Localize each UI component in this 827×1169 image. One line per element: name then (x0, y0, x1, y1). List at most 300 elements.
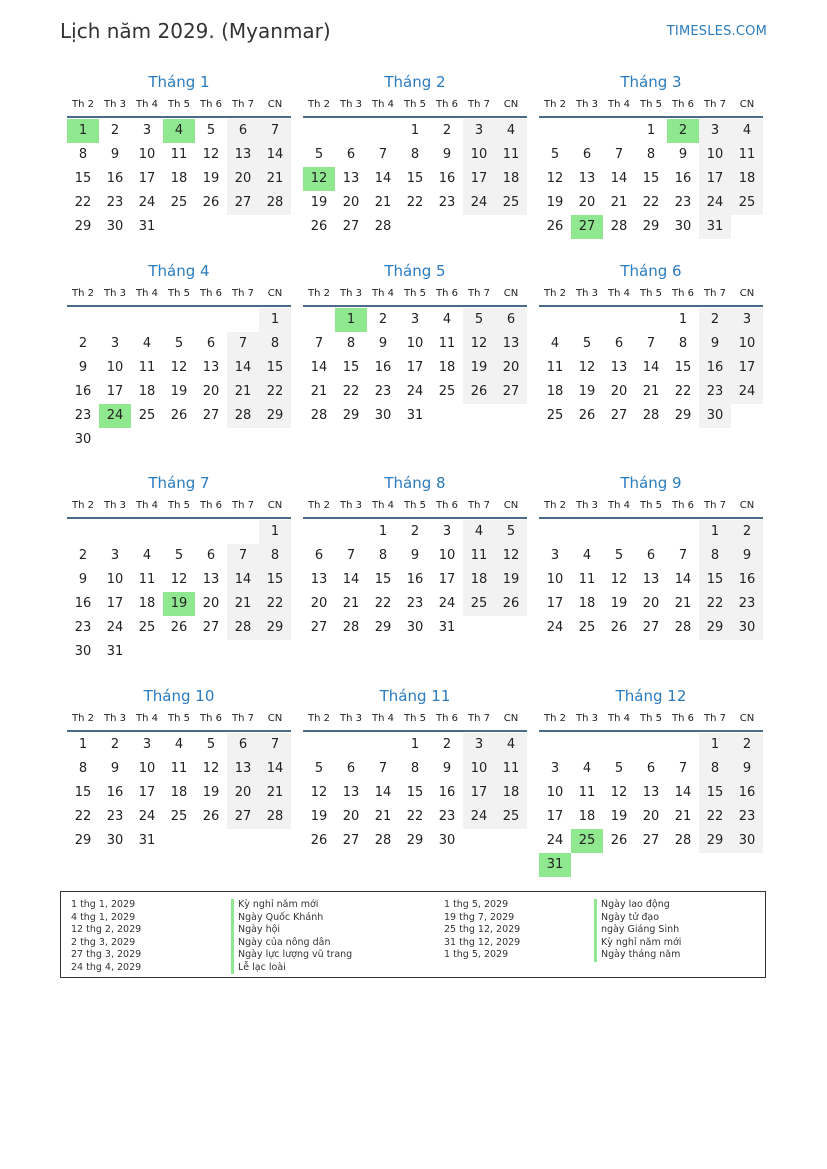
day-cell[interactable]: 16 (106, 171, 124, 186)
day-cell[interactable]: 22 (699, 592, 731, 616)
day-cell[interactable]: 10 (546, 572, 564, 587)
day-cell[interactable]: 8 (646, 147, 656, 162)
day-cell[interactable]: 4 (463, 520, 495, 544)
day-cell[interactable]: 26 (610, 620, 628, 635)
day-cell[interactable]: 17 (406, 360, 424, 375)
day-cell[interactable]: 15 (699, 568, 731, 592)
day-cell[interactable]: 9 (378, 336, 388, 351)
day-cell[interactable]: 28 (342, 620, 360, 635)
day-cell[interactable]: 21 (610, 195, 628, 210)
day-cell[interactable]: 11 (438, 336, 456, 351)
day-cell[interactable]: 3 (110, 336, 120, 351)
day-cell[interactable]: 24 (138, 195, 156, 210)
day-cell[interactable]: 12 (495, 544, 527, 568)
day-cell[interactable]: 28 (374, 219, 392, 234)
day-cell[interactable]: 17 (699, 167, 731, 191)
day-cell[interactable]: 5 (314, 761, 324, 776)
day-cell[interactable]: 23 (438, 809, 456, 824)
day-cell[interactable]: 17 (106, 596, 124, 611)
day-cell[interactable]: 19 (310, 195, 328, 210)
day-cell[interactable]: 19 (202, 785, 220, 800)
day-cell[interactable]: 7 (378, 147, 388, 162)
day-cell[interactable]: 28 (674, 833, 692, 848)
day-cell[interactable]: 31 (406, 408, 424, 423)
day-cell[interactable]: 21 (674, 809, 692, 824)
day-cell[interactable]: 23 (106, 809, 124, 824)
day-cell[interactable]: 25 (495, 805, 527, 829)
day-cell[interactable]: 1 (259, 520, 291, 544)
day-cell[interactable]: 2 (78, 336, 88, 351)
day-cell[interactable]: 24 (438, 596, 456, 611)
day-cell[interactable]: 22 (374, 596, 392, 611)
day-cell[interactable]: 27 (227, 805, 259, 829)
day-cell[interactable]: 22 (699, 805, 731, 829)
day-cell[interactable]: 18 (170, 171, 188, 186)
day-cell[interactable]: 16 (699, 356, 731, 380)
day-cell[interactable]: 15 (406, 785, 424, 800)
day-cell[interactable]: 30 (674, 219, 692, 234)
day-cell[interactable]: 9 (731, 757, 763, 781)
day-cell[interactable]: 21 (310, 384, 328, 399)
day-cell[interactable]: 8 (259, 332, 291, 356)
brand-link[interactable]: TIMESLES.COM (666, 24, 767, 39)
day-cell[interactable]: 8 (378, 548, 388, 563)
day-cell[interactable]: 16 (438, 171, 456, 186)
day-cell[interactable]: 21 (674, 596, 692, 611)
day-cell[interactable]: 6 (346, 761, 356, 776)
day-cell[interactable]: 25 (578, 620, 596, 635)
day-cell[interactable]: 14 (227, 356, 259, 380)
day-cell[interactable]: 18 (731, 167, 763, 191)
day-cell[interactable]: 3 (550, 548, 560, 563)
day-cell[interactable]: 14 (674, 572, 692, 587)
day-cell[interactable]: 8 (699, 544, 731, 568)
day-cell[interactable]: 3 (463, 733, 495, 757)
day-cell[interactable]: 16 (106, 785, 124, 800)
day-cell[interactable]: 1 (67, 119, 99, 143)
day-cell[interactable]: 2 (110, 123, 120, 138)
day-cell[interactable]: 26 (463, 380, 495, 404)
day-cell[interactable]: 15 (406, 171, 424, 186)
day-cell[interactable]: 29 (259, 616, 291, 640)
day-cell[interactable]: 13 (642, 785, 660, 800)
day-cell[interactable]: 14 (310, 360, 328, 375)
day-cell[interactable]: 30 (106, 219, 124, 234)
day-cell[interactable]: 20 (642, 596, 660, 611)
day-cell[interactable]: 7 (227, 332, 259, 356)
day-cell[interactable]: 3 (731, 308, 763, 332)
day-cell[interactable]: 20 (202, 384, 220, 399)
day-cell[interactable]: 21 (374, 809, 392, 824)
day-cell[interactable]: 17 (138, 785, 156, 800)
day-cell[interactable]: 7 (227, 544, 259, 568)
day-cell[interactable]: 26 (546, 219, 564, 234)
day-cell[interactable]: 1 (410, 737, 420, 752)
day-cell[interactable]: 19 (170, 384, 188, 399)
day-cell[interactable]: 10 (546, 785, 564, 800)
day-cell[interactable]: 22 (674, 384, 692, 399)
day-cell[interactable]: 10 (463, 757, 495, 781)
day-cell[interactable]: 5 (206, 123, 216, 138)
day-cell[interactable]: 24 (731, 380, 763, 404)
day-cell[interactable]: 11 (495, 143, 527, 167)
day-cell[interactable]: 27 (310, 620, 328, 635)
day-cell[interactable]: 8 (410, 761, 420, 776)
day-cell[interactable]: 19 (163, 592, 195, 616)
day-cell[interactable]: 27 (642, 620, 660, 635)
day-cell[interactable]: 18 (578, 809, 596, 824)
day-cell[interactable]: 30 (106, 833, 124, 848)
day-cell[interactable]: 11 (170, 761, 188, 776)
day-cell[interactable]: 2 (667, 119, 699, 143)
day-cell[interactable]: 12 (202, 147, 220, 162)
day-cell[interactable]: 15 (259, 568, 291, 592)
day-cell[interactable]: 6 (206, 336, 216, 351)
day-cell[interactable]: 22 (259, 592, 291, 616)
day-cell[interactable]: 1 (699, 733, 731, 757)
day-cell[interactable]: 11 (138, 360, 156, 375)
day-cell[interactable]: 13 (227, 143, 259, 167)
day-cell[interactable]: 6 (614, 336, 624, 351)
day-cell[interactable]: 16 (74, 384, 92, 399)
day-cell[interactable]: 23 (74, 408, 92, 423)
day-cell[interactable]: 2 (442, 737, 452, 752)
day-cell[interactable]: 27 (610, 408, 628, 423)
day-cell[interactable]: 31 (106, 644, 124, 659)
day-cell[interactable]: 12 (578, 360, 596, 375)
day-cell[interactable]: 1 (699, 520, 731, 544)
day-cell[interactable]: 17 (138, 171, 156, 186)
day-cell[interactable]: 17 (463, 781, 495, 805)
day-cell[interactable]: 23 (699, 380, 731, 404)
day-cell[interactable]: 7 (678, 761, 688, 776)
day-cell[interactable]: 4 (142, 336, 152, 351)
day-cell[interactable]: 30 (74, 432, 92, 447)
day-cell[interactable]: 3 (550, 761, 560, 776)
day-cell[interactable]: 1 (335, 308, 367, 332)
day-cell[interactable]: 18 (546, 384, 564, 399)
day-cell[interactable]: 4 (582, 548, 592, 563)
day-cell[interactable]: 6 (227, 733, 259, 757)
day-cell[interactable]: 21 (342, 596, 360, 611)
day-cell[interactable]: 29 (699, 829, 731, 853)
day-cell[interactable]: 9 (678, 147, 688, 162)
day-cell[interactable]: 4 (142, 548, 152, 563)
day-cell[interactable]: 5 (206, 737, 216, 752)
day-cell[interactable]: 29 (74, 219, 92, 234)
day-cell[interactable]: 28 (610, 219, 628, 234)
day-cell[interactable]: 3 (699, 119, 731, 143)
day-cell[interactable]: 28 (227, 404, 259, 428)
day-cell[interactable]: 22 (74, 809, 92, 824)
day-cell[interactable]: 31 (138, 219, 156, 234)
day-cell[interactable]: 19 (546, 195, 564, 210)
day-cell[interactable]: 9 (110, 761, 120, 776)
day-cell[interactable]: 18 (138, 596, 156, 611)
day-cell[interactable]: 9 (78, 572, 88, 587)
day-cell[interactable]: 16 (731, 568, 763, 592)
day-cell[interactable]: 14 (374, 785, 392, 800)
day-cell[interactable]: 16 (406, 572, 424, 587)
day-cell[interactable]: 20 (310, 596, 328, 611)
day-cell[interactable]: 15 (374, 572, 392, 587)
day-cell[interactable]: 30 (406, 620, 424, 635)
day-cell[interactable]: 9 (110, 147, 120, 162)
day-cell[interactable]: 4 (495, 119, 527, 143)
day-cell[interactable]: 19 (202, 171, 220, 186)
day-cell[interactable]: 2 (78, 548, 88, 563)
day-cell[interactable]: 26 (310, 219, 328, 234)
day-cell[interactable]: 10 (463, 143, 495, 167)
day-cell[interactable]: 13 (310, 572, 328, 587)
day-cell[interactable]: 4 (582, 761, 592, 776)
day-cell[interactable]: 10 (699, 143, 731, 167)
day-cell[interactable]: 29 (699, 616, 731, 640)
day-cell[interactable]: 6 (314, 548, 324, 563)
day-cell[interactable]: 23 (406, 596, 424, 611)
day-cell[interactable]: 31 (539, 853, 571, 877)
day-cell[interactable]: 25 (438, 384, 456, 399)
day-cell[interactable]: 6 (495, 308, 527, 332)
day-cell[interactable]: 8 (78, 761, 88, 776)
day-cell[interactable]: 24 (546, 620, 564, 635)
day-cell[interactable]: 25 (138, 620, 156, 635)
day-cell[interactable]: 19 (495, 568, 527, 592)
day-cell[interactable]: 29 (74, 833, 92, 848)
day-cell[interactable]: 22 (406, 195, 424, 210)
day-cell[interactable]: 25 (170, 809, 188, 824)
day-cell[interactable]: 1 (378, 524, 388, 539)
day-cell[interactable]: 23 (374, 384, 392, 399)
day-cell[interactable]: 24 (406, 384, 424, 399)
day-cell[interactable]: 9 (410, 548, 420, 563)
day-cell[interactable]: 8 (699, 757, 731, 781)
day-cell[interactable]: 19 (578, 384, 596, 399)
day-cell[interactable]: 17 (546, 596, 564, 611)
day-cell[interactable]: 22 (259, 380, 291, 404)
day-cell[interactable]: 24 (463, 805, 495, 829)
day-cell[interactable]: 8 (346, 336, 356, 351)
day-cell[interactable]: 29 (674, 408, 692, 423)
day-cell[interactable]: 2 (731, 520, 763, 544)
day-cell[interactable]: 1 (678, 312, 688, 327)
day-cell[interactable]: 3 (442, 524, 452, 539)
day-cell[interactable]: 27 (202, 408, 220, 423)
day-cell[interactable]: 5 (174, 336, 184, 351)
day-cell[interactable]: 13 (227, 757, 259, 781)
day-cell[interactable]: 10 (731, 332, 763, 356)
day-cell[interactable]: 18 (495, 781, 527, 805)
day-cell[interactable]: 3 (110, 548, 120, 563)
day-cell[interactable]: 15 (674, 360, 692, 375)
day-cell[interactable]: 9 (442, 761, 452, 776)
day-cell[interactable]: 8 (410, 147, 420, 162)
day-cell[interactable]: 5 (614, 761, 624, 776)
day-cell[interactable]: 14 (259, 757, 291, 781)
day-cell[interactable]: 14 (642, 360, 660, 375)
day-cell[interactable]: 6 (206, 548, 216, 563)
day-cell[interactable]: 14 (342, 572, 360, 587)
day-cell[interactable]: 21 (374, 195, 392, 210)
day-cell[interactable]: 26 (202, 195, 220, 210)
day-cell[interactable]: 12 (610, 785, 628, 800)
day-cell[interactable]: 5 (463, 308, 495, 332)
day-cell[interactable]: 24 (138, 809, 156, 824)
day-cell[interactable]: 6 (227, 119, 259, 143)
day-cell[interactable]: 10 (106, 360, 124, 375)
day-cell[interactable]: 21 (227, 380, 259, 404)
day-cell[interactable]: 5 (550, 147, 560, 162)
day-cell[interactable]: 16 (374, 360, 392, 375)
day-cell[interactable]: 2 (442, 123, 452, 138)
day-cell[interactable]: 15 (74, 171, 92, 186)
day-cell[interactable]: 23 (731, 805, 763, 829)
day-cell[interactable]: 29 (259, 404, 291, 428)
day-cell[interactable]: 14 (259, 143, 291, 167)
day-cell[interactable]: 7 (314, 336, 324, 351)
day-cell[interactable]: 14 (674, 785, 692, 800)
day-cell[interactable]: 24 (106, 620, 124, 635)
day-cell[interactable]: 19 (610, 596, 628, 611)
day-cell[interactable]: 8 (78, 147, 88, 162)
day-cell[interactable]: 12 (202, 761, 220, 776)
day-cell[interactable]: 12 (610, 572, 628, 587)
day-cell[interactable]: 5 (174, 548, 184, 563)
day-cell[interactable]: 29 (342, 408, 360, 423)
day-cell[interactable]: 22 (406, 809, 424, 824)
day-cell[interactable]: 21 (642, 384, 660, 399)
day-cell[interactable]: 22 (642, 195, 660, 210)
day-cell[interactable]: 23 (74, 620, 92, 635)
day-cell[interactable]: 12 (303, 167, 335, 191)
day-cell[interactable]: 26 (310, 833, 328, 848)
day-cell[interactable]: 8 (678, 336, 688, 351)
day-cell[interactable]: 30 (699, 404, 731, 428)
day-cell[interactable]: 11 (546, 360, 564, 375)
day-cell[interactable]: 18 (138, 384, 156, 399)
day-cell[interactable]: 10 (138, 761, 156, 776)
day-cell[interactable]: 14 (227, 568, 259, 592)
day-cell[interactable]: 20 (227, 167, 259, 191)
day-cell[interactable]: 13 (342, 171, 360, 186)
day-cell[interactable]: 24 (99, 404, 131, 428)
day-cell[interactable]: 25 (731, 191, 763, 215)
day-cell[interactable]: 18 (495, 167, 527, 191)
day-cell[interactable]: 7 (614, 147, 624, 162)
day-cell[interactable]: 25 (495, 191, 527, 215)
day-cell[interactable]: 15 (642, 171, 660, 186)
day-cell[interactable]: 7 (259, 733, 291, 757)
day-cell[interactable]: 14 (374, 171, 392, 186)
day-cell[interactable]: 17 (731, 356, 763, 380)
day-cell[interactable]: 11 (138, 572, 156, 587)
day-cell[interactable]: 4 (442, 312, 452, 327)
day-cell[interactable]: 1 (259, 308, 291, 332)
day-cell[interactable]: 3 (410, 312, 420, 327)
day-cell[interactable]: 11 (731, 143, 763, 167)
day-cell[interactable]: 9 (731, 544, 763, 568)
day-cell[interactable]: 20 (495, 356, 527, 380)
day-cell[interactable]: 4 (163, 119, 195, 143)
day-cell[interactable]: 20 (202, 596, 220, 611)
day-cell[interactable]: 23 (106, 195, 124, 210)
day-cell[interactable]: 27 (202, 620, 220, 635)
day-cell[interactable]: 11 (578, 785, 596, 800)
day-cell[interactable]: 5 (495, 520, 527, 544)
day-cell[interactable]: 20 (342, 195, 360, 210)
day-cell[interactable]: 20 (610, 384, 628, 399)
day-cell[interactable]: 12 (170, 360, 188, 375)
day-cell[interactable]: 4 (550, 336, 560, 351)
day-cell[interactable]: 26 (495, 592, 527, 616)
day-cell[interactable]: 30 (438, 833, 456, 848)
day-cell[interactable]: 5 (582, 336, 592, 351)
day-cell[interactable]: 25 (571, 829, 603, 853)
day-cell[interactable]: 13 (495, 332, 527, 356)
day-cell[interactable]: 13 (342, 785, 360, 800)
day-cell[interactable]: 12 (546, 171, 564, 186)
day-cell[interactable]: 28 (642, 408, 660, 423)
day-cell[interactable]: 23 (674, 195, 692, 210)
day-cell[interactable]: 22 (342, 384, 360, 399)
day-cell[interactable]: 28 (227, 616, 259, 640)
day-cell[interactable]: 12 (170, 572, 188, 587)
day-cell[interactable]: 6 (646, 548, 656, 563)
day-cell[interactable]: 14 (610, 171, 628, 186)
day-cell[interactable]: 2 (731, 733, 763, 757)
day-cell[interactable]: 27 (342, 833, 360, 848)
day-cell[interactable]: 23 (438, 195, 456, 210)
day-cell[interactable]: 30 (374, 408, 392, 423)
day-cell[interactable]: 21 (259, 781, 291, 805)
day-cell[interactable]: 29 (406, 833, 424, 848)
day-cell[interactable]: 20 (342, 809, 360, 824)
day-cell[interactable]: 21 (227, 592, 259, 616)
day-cell[interactable]: 26 (578, 408, 596, 423)
day-cell[interactable]: 27 (227, 191, 259, 215)
day-cell[interactable]: 1 (78, 737, 88, 752)
day-cell[interactable]: 21 (259, 167, 291, 191)
day-cell[interactable]: 18 (438, 360, 456, 375)
day-cell[interactable]: 24 (463, 191, 495, 215)
day-cell[interactable]: 28 (259, 805, 291, 829)
day-cell[interactable]: 31 (438, 620, 456, 635)
day-cell[interactable]: 20 (642, 809, 660, 824)
day-cell[interactable]: 7 (646, 336, 656, 351)
day-cell[interactable]: 31 (138, 833, 156, 848)
day-cell[interactable]: 25 (138, 408, 156, 423)
day-cell[interactable]: 23 (731, 592, 763, 616)
day-cell[interactable]: 15 (699, 781, 731, 805)
day-cell[interactable]: 3 (142, 123, 152, 138)
day-cell[interactable]: 4 (731, 119, 763, 143)
day-cell[interactable]: 1 (646, 123, 656, 138)
day-cell[interactable]: 4 (174, 737, 184, 752)
day-cell[interactable]: 13 (610, 360, 628, 375)
day-cell[interactable]: 16 (74, 596, 92, 611)
day-cell[interactable]: 10 (138, 147, 156, 162)
day-cell[interactable]: 25 (546, 408, 564, 423)
day-cell[interactable]: 13 (202, 572, 220, 587)
day-cell[interactable]: 13 (642, 572, 660, 587)
day-cell[interactable]: 11 (495, 757, 527, 781)
day-cell[interactable]: 26 (170, 408, 188, 423)
day-cell[interactable]: 16 (674, 171, 692, 186)
day-cell[interactable]: 28 (374, 833, 392, 848)
day-cell[interactable]: 9 (78, 360, 88, 375)
day-cell[interactable]: 2 (410, 524, 420, 539)
day-cell[interactable]: 6 (582, 147, 592, 162)
